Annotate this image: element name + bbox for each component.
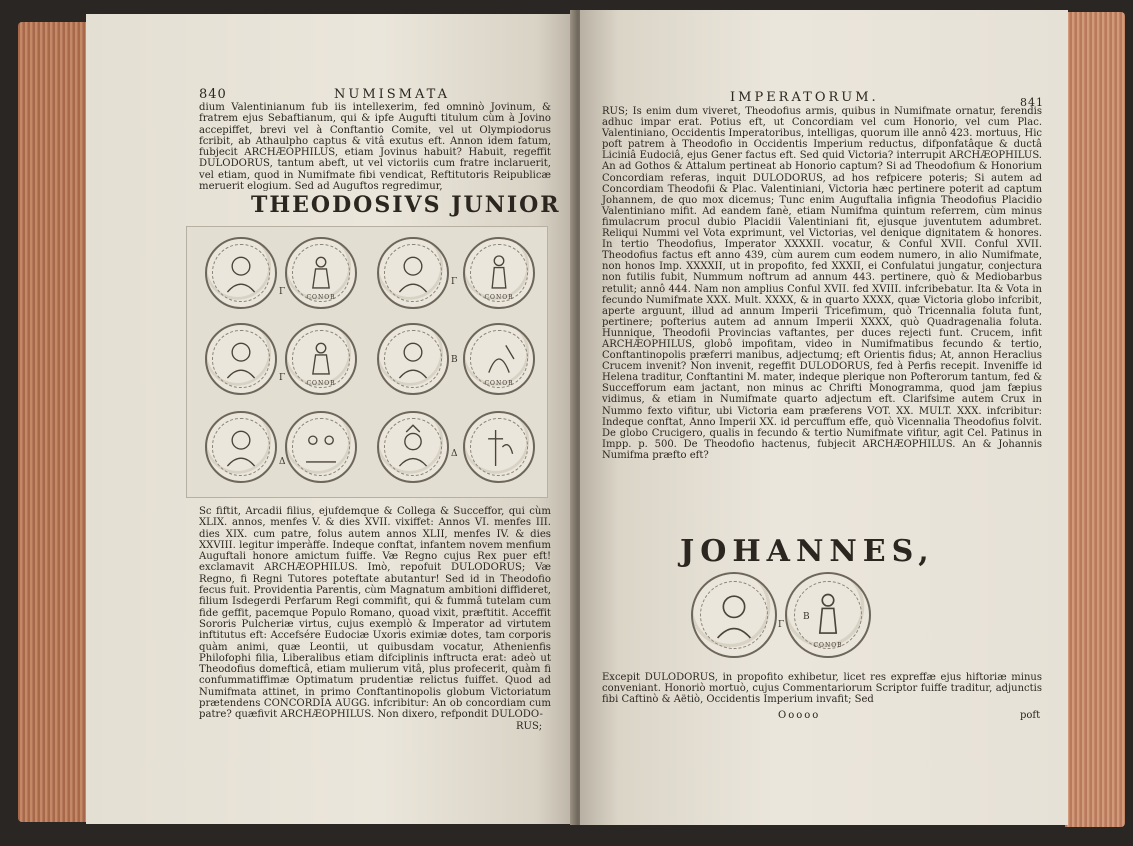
right-page <box>580 10 1068 825</box>
section-title: THEODOSIVS JUNIOR <box>251 192 561 218</box>
coin-legend: CONOB <box>484 293 514 301</box>
coin-reverse <box>285 411 357 483</box>
plate-mark: B <box>451 355 458 365</box>
coin-reverse <box>463 411 535 483</box>
coin-obverse <box>691 572 777 658</box>
coin-reverse <box>285 323 357 395</box>
left-page-edges <box>18 22 90 822</box>
left-page <box>86 14 576 824</box>
catchword: RUS; <box>516 721 543 732</box>
coin-obverse <box>377 411 449 483</box>
text-block-bottom <box>602 672 1042 705</box>
right-page-edges <box>1065 12 1125 827</box>
paragraph: dium Valentinianum fub iis intellexerim, fed omninò Jovinum, & fratrem ejus Sebaftianum, qui & ipfe Augufti titulum cùm à Jovino accepiffet, brevi vel à Conftantio Comite, vel ut Olympiodorus fcribit, ab Athaulpho captus & vitâ exutus eft. Annon idem fatum, fubjecit ARCHÆOPHILUS, etiam Jovinus habuit? Habuit, regeffit DULODORUS, tantum abeft, ut vel victoriis cum fratre inclaruerit, vel etiam, quod in Numifmate fibi vendicat, Reftitutoris Reipublicæ meruerit elogium. Sed ad Auguftos regredimur, <box>199 102 551 193</box>
coin-obverse <box>205 323 277 395</box>
paragraph: RUS; Is enim dum viveret, Theodofius armis, quibus in Numifmate ornatur, ferendis adhuc impar erat. Potius eft, ut Concordiam vel cum Honorio, vel cum Plac. Valentiniano, Occidentis Imperatoribus, intelligas, quorum ille annô 423. mortuus, Hic poft patrem à Theodofio in Occidentis Imperium reductus, difponfatâque & ductâ Liciniâ Eudociâ, ejus Gener factus eft. Sed quid Victoria? interrupit ARCHÆOPHILUS. An ad Gothos & Attalum pertineat ab Honorio captum? Si ad Theodofium & Honorium Concordiam referas, inquit DULODORUS, ad hos refpicere poteris; Si autem ad Concordiam Theodofii & Plac. Valentiniani, Victoria hæc pertinere poterit ad captum Johannem, de quo mox dicemus; Tunc enim Auguftalia infignia Theodofius Placidio Valentiniano mifit. Ad eandem fanè, etiam Numifma quintum referrem, cùm minus fimulacrum procul dubio Placidii Valentiniani fit, ejusque juventutem adumbret. Reliqui Nummi vel Vota exprimunt, vel Victorias, vel denique dignitatem & honores. In tertio Theodofius, Imperator XXXXII. vocatur, & Conful XVII. Conful XVII. Theodofius factus eft anno 439, cùm aurem cum eodem numero, in alio Numifmate, non honos Imp. XXXXII, ut in propofito, fed XXXII, ei Confulatui jungatur, conjectura non futilis fubit, Nummum noftrum ad annum 443. pertinere, quò & Mediobarbus retulit; annô 444. Nam non amplius Conful XVII. fed XVIII. infcribebatur. Ita & Vota in fecundo Numifmate XXX. Mult. XXXX, & in quarto XXXX, quæ Victoria globo infcribit, aperte arguunt, illud ad annum Imperii Tricefimum, quò Tricennalia foluta funt, pertinere; pofterius autem ad annum Imperii XXXX, quò Quadragenalia foluta. Hunnique, Theodofii Provincias vaftantes, per duces rejecti funt. Crucem, infit ARCHÆOPHILUS, globô impofitam, video in Numifmatibus fecundo & tertio, Conftantinopolis præferri manibus, adjectumq; eft Orientis fidus; At, annon Heraclius Crucem invenit? Non invenit, regeffit DULODORUS, fed à Perfis recepit. Inveniffe id Helena traditur, Conftantini M. mater, indeque plerique non Pofterorum tantum, fed & Succefforum eam jactant, non minus ac Chrifti Monogramma, quod jam fæpius vidimus, & etiam in Numifmate quarto adjectum eft. Clarifsime autem Crux in Nummo fexto vifitur, ubi Victoria eam præferens VOT. XX. MULT. XXX. infcribitur: Indeque conftat, Anno Imperii XX. id percuffum effe, quò Vicennalia Theodofius folvit. De globo Crucigero, qualis in fecundo & tertio Numifmate vifitur, agit Cel. Patinus in Impp. p. 500. De Theodofio hactenus, fubjecit ARCHÆOPHILUS. An & Johannis Numifma præfto eft? <box>602 106 1042 461</box>
coin-reverse <box>785 572 871 658</box>
coin-legend: CONOB <box>813 641 843 649</box>
text-block-top <box>199 102 551 192</box>
coin-obverse <box>205 237 277 309</box>
signature-mark: Ooooo <box>778 710 821 721</box>
page-number: 841 <box>1020 96 1044 109</box>
coin-obverse <box>377 323 449 395</box>
plate-mark: B <box>803 612 810 622</box>
paragraph: Excepit DULODORUS, in propofito exhibetur, licet res expreffæ ejus hiftoriæ minus conveniant. Honoriò mortuò, cujus Commentariorum Scriptor fuiffe traditur, adjunctis fibi Caftinò & Aëtiò, Occidentis Imperium invafit; Sed <box>602 672 1042 706</box>
coin-obverse <box>205 411 277 483</box>
coin-reverse <box>285 237 357 309</box>
page-number: 840 <box>199 87 227 102</box>
text-block-bottom <box>199 506 551 721</box>
text-block-top <box>602 106 1042 461</box>
running-head: NUMISMATA <box>334 87 451 102</box>
coin-plate <box>685 568 875 666</box>
coin-plate <box>186 226 548 498</box>
plate-mark: Γ <box>451 277 458 287</box>
coin-obverse <box>377 237 449 309</box>
section-title: JOHANNES, <box>680 534 935 569</box>
coin-legend: CONOB <box>306 379 336 387</box>
coin-legend: CONOB <box>306 293 336 301</box>
plate-mark: Δ <box>451 449 458 459</box>
plate-mark: Δ <box>279 457 286 467</box>
plate-mark: Γ <box>778 620 785 630</box>
coin-reverse <box>463 237 535 309</box>
coin-legend: CONOB <box>484 379 514 387</box>
plate-mark: Γ <box>279 373 286 383</box>
catchword: poft <box>1020 710 1041 721</box>
paragraph: Sc fiftit, Arcadii filius, ejufdemque & Collega & Succeffor, qui cùm XLIX. annos, menfes V. & dies XVII. vixiffet: Annos VI. menfes III. dies XIX. cum patre, folus autem annos XLII, menfes IV. & dies XXVIII. legitur imperàffe. Indeque conftat, infantem novem menfium Auguftali honore amictum fuiffe. Væ Regno cujus Rex puer eft! exclamavit ARCHÆOPHILUS. Imò, repofuit DULODORUS; Væ Regno, fi Regni Tutores poteftate abutantur! Sed id in Theodofio fecus fuit. Providentia Parentis, cùm Magnatum ambitioni diffideret, filium Isdegerdi Perfarum Regi commifit, qui & fummâ tutelam cum fide geffit, pacemque Populo Romano, quoad vixit, præftitit. Acceffit Sororis Pulcheriæ virtus, cujus exemplò & Imperator ad virtutem inftitutus eft: Accefsére Eudociæ Uxoris eximiæ dotes, tam corporis quàm animi, quæ Leontii, ut quibusdam vocatur, Athenienfis Philofophi filia, Liberalibus etiam difciplinis inftructa erat: adeò ut Theodofius domefticâ, etiam mulierum vitâ, plus profecerit, quàm fi confummatiffimæ Optimatum prudentiæ relictus fuiffet. Quod ad Numifmata attinet, in primo Conftantinopolis globum Victoriatum prætendens CONCORDIA AUGG. infcribitur: An ob concordiam cum patre? quæfivit ARCHÆOPHILUS. Non dixero, refpondit DULODO- <box>199 506 551 721</box>
coin-reverse <box>463 323 535 395</box>
plate-mark: Γ <box>279 287 286 297</box>
running-head: IMPERATORUM. <box>730 90 879 105</box>
